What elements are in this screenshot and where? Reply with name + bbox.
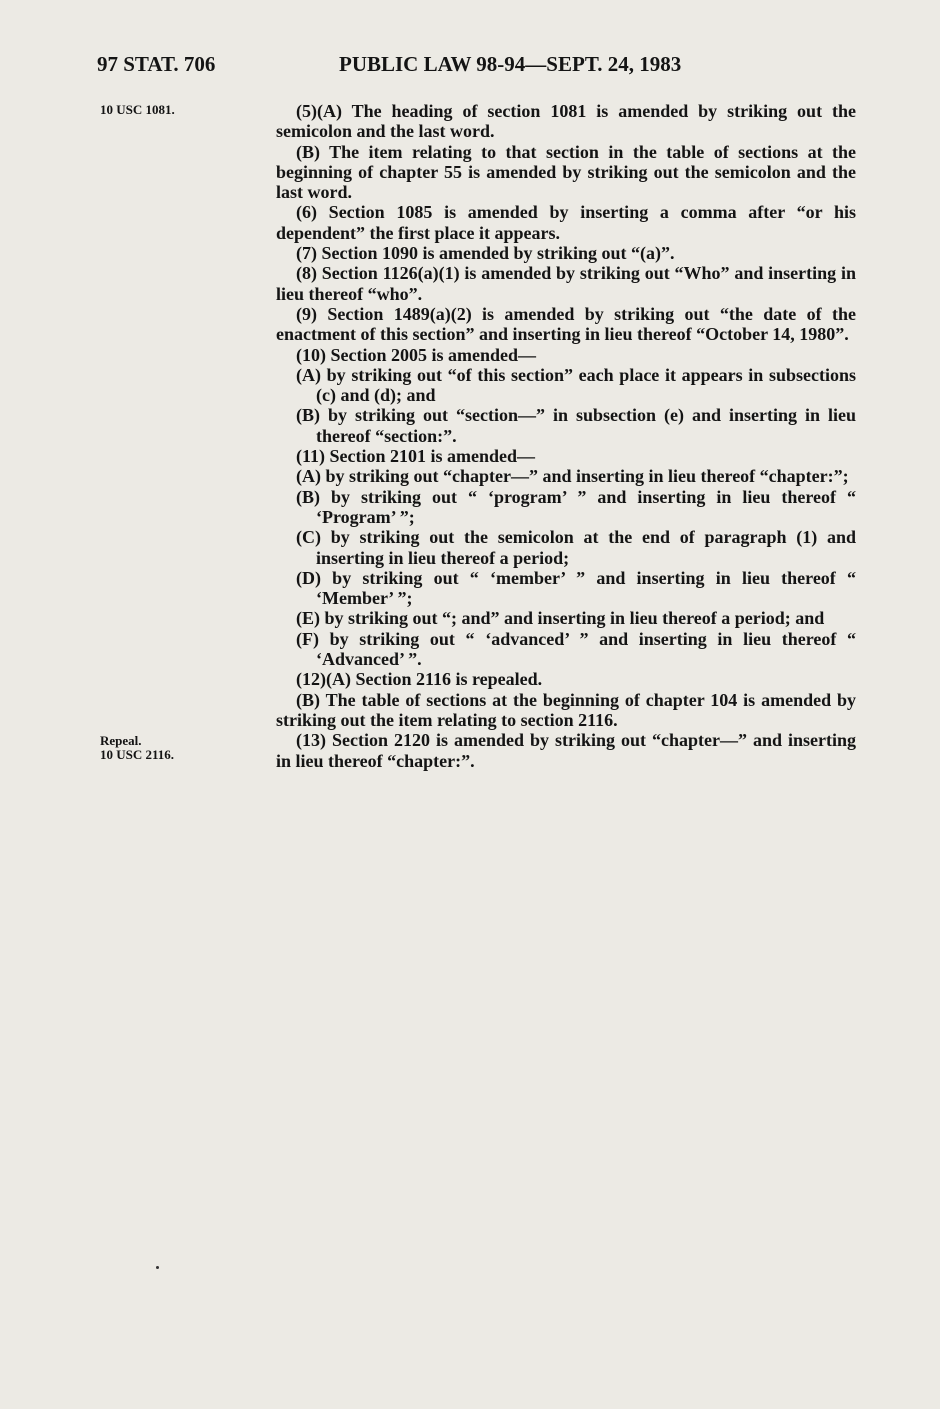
- paragraph-13: (13) Section 2120 is amended by striking out “chapter—” and inserting in lieu thereof “chapter:”.: [276, 730, 856, 771]
- paragraph-10a: (A) by striking out “of this section” each place it appears in subsections (c) and (d); and: [296, 364, 856, 406]
- paragraph-10b: (B) by striking out “section—” in subsection (e) and inserting in lieu thereof “section:”.: [296, 405, 856, 446]
- paragraph-5a: (5)(A) The heading of section 1081 is amended by striking out the semicolon and the last word.: [276, 101, 856, 142]
- ink-speck: [156, 1266, 159, 1269]
- paragraph-10: (10) Section 2005 is amended—: [296, 344, 536, 365]
- paragraph-5b: (B) The item relating to that section in the table of sections at the beginning of chapter 55 is amended by striking out the semicolon and the last word.: [276, 141, 856, 203]
- paragraph-12b: (B) The table of sections at the beginning of chapter 104 is amended by striking out the item relating to section 2116.: [276, 689, 856, 730]
- document-body: [276, 101, 856, 771]
- paragraph-11d: (D) by striking out “ ‘member’ ” and inserting in lieu thereof “ ‘Member’ ”;: [296, 567, 856, 609]
- page-header: [97, 52, 857, 86]
- paragraph-6: (6) Section 1085 is amended by inserting a comma after “or his dependent” the first place it appears.: [276, 202, 856, 243]
- paragraph-7: (7) Section 1090 is amended by striking out “(a)”.: [296, 243, 675, 264]
- paragraph-12a: (12)(A) Section 2116 is repealed.: [296, 669, 543, 690]
- public-law-title: PUBLIC LAW 98-94—SEPT. 24, 1983: [339, 52, 682, 76]
- margin-note-usc-1081: 10 USC 1081.: [100, 102, 175, 117]
- statute-page-number: 97 STAT. 706: [97, 52, 216, 76]
- paragraph-11e: (E) by striking out “; and” and inserting in lieu thereof a period; and: [296, 608, 825, 629]
- paragraph-11c: (C) by striking out the semicolon at the end of paragraph (1) and inserting in lieu thereof a period;: [296, 527, 856, 568]
- paragraph-9: (9) Section 1489(a)(2) is amended by striking out “the date of the enactment of this section” and inserting in lieu thereof “October 14, 1980”.: [276, 303, 856, 345]
- paragraph-11a: (A) by striking out “chapter—” and inserting in lieu thereof “chapter:”;: [296, 466, 849, 487]
- margin-note-repeal: Repeal.: [100, 733, 142, 748]
- paragraph-11f: (F) by striking out “ ‘advanced’ ” and inserting in lieu thereof “ ‘Advanced’ ”.: [296, 628, 856, 670]
- paragraph-11b: (B) by striking out “ ‘program’ ” and inserting in lieu thereof “ ‘Program’ ”;: [296, 486, 856, 527]
- paragraph-11: (11) Section 2101 is amended—: [296, 446, 536, 467]
- margin-note-usc-2116: 10 USC 2116.: [100, 747, 175, 762]
- paragraph-8: (8) Section 1126(a)(1) is amended by striking out “Who” and inserting in lieu thereof “who”.: [276, 263, 856, 304]
